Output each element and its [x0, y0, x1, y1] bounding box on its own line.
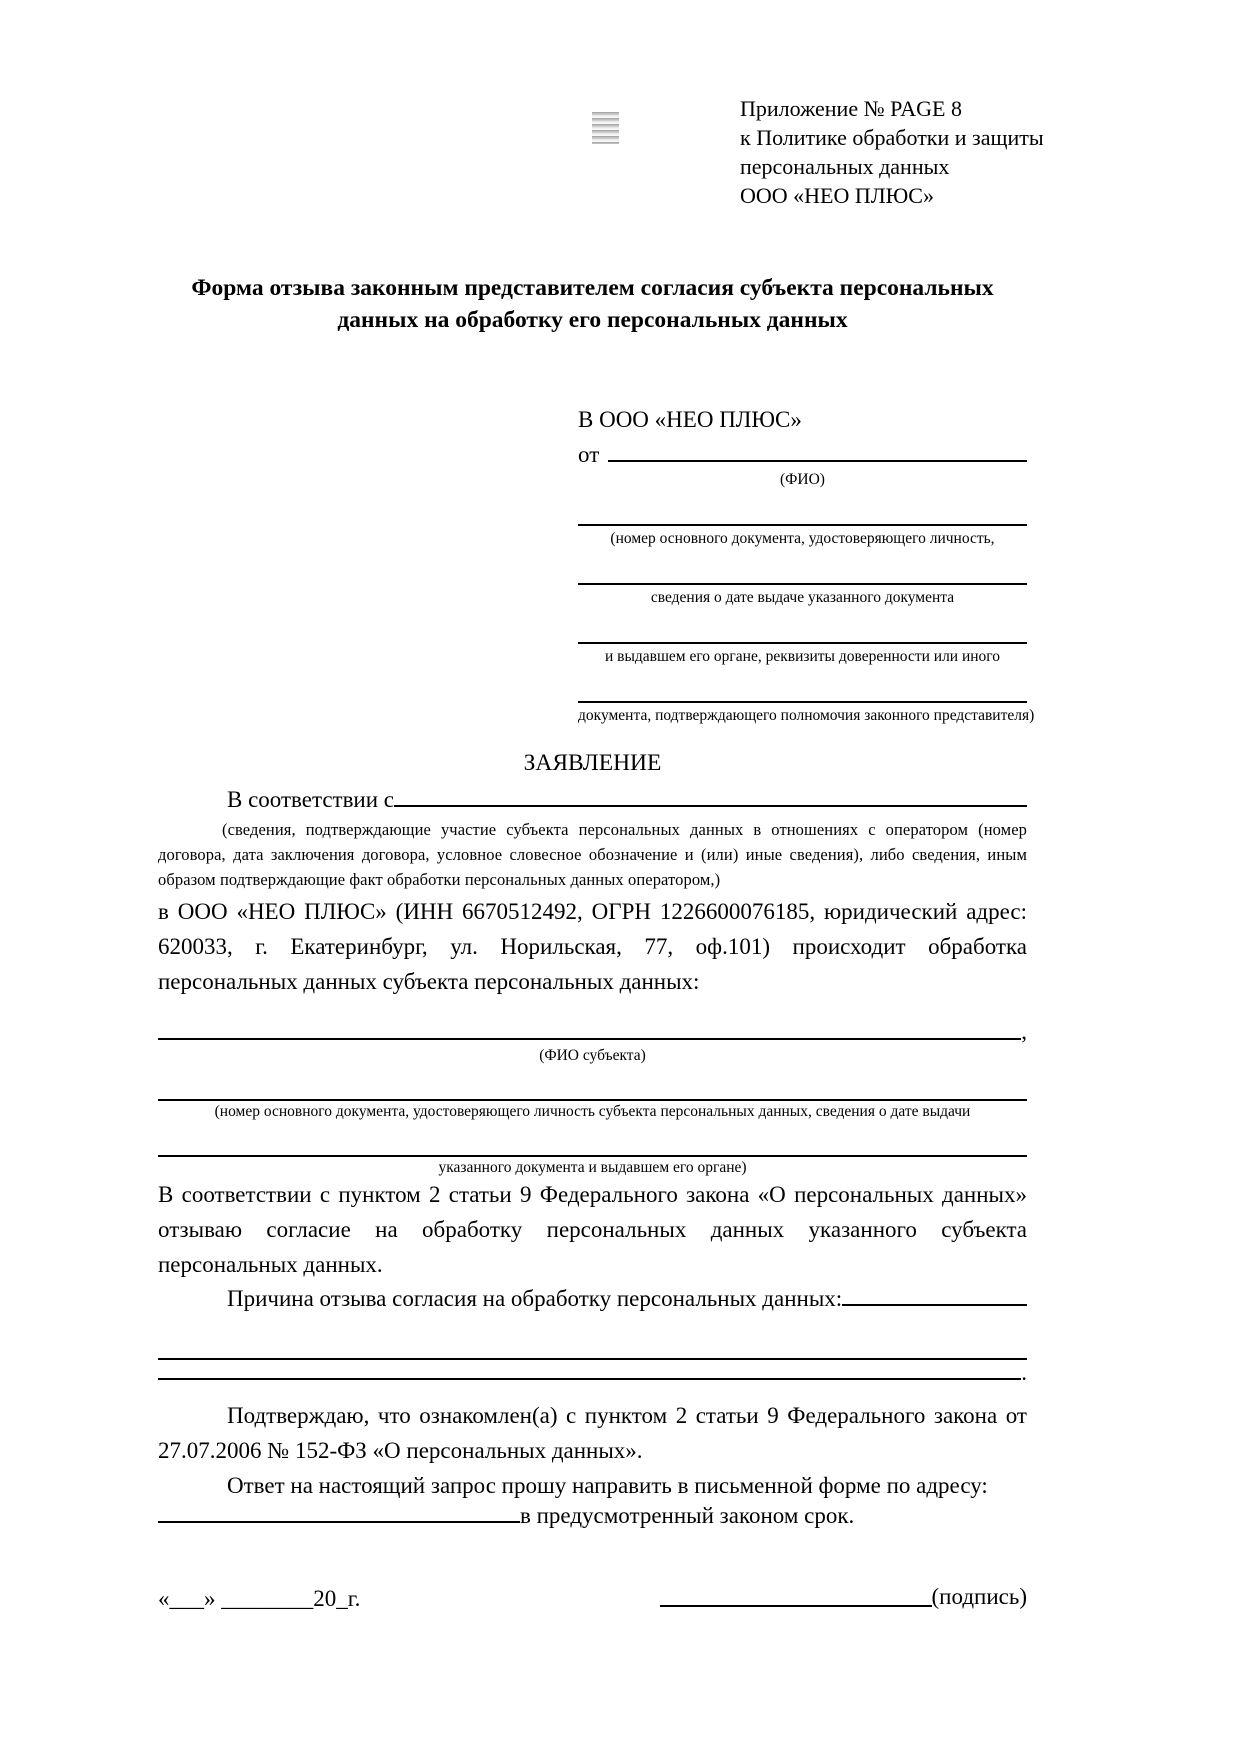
- doc-issuer-field: [578, 618, 1027, 666]
- blank-line-caption: (номер основного документа, удостоверяющего личность,: [610, 530, 995, 547]
- reply-paragraph: Ответ на настоящий запрос прошу направить в письменной форме по адресу:: [227, 1473, 988, 1498]
- subject-doc-blank-line2: [158, 1127, 1027, 1157]
- signature-blank-line: [660, 1605, 932, 1607]
- header-appendix-line: Приложение № PAGE 8: [740, 96, 962, 121]
- address-blank-line: [158, 1521, 520, 1523]
- header-policy-line: к Политике обработки и защиты: [740, 125, 1044, 150]
- addressee-to: В ООО «НЕО ПЛЮС»: [578, 407, 802, 432]
- header-block: [740, 94, 1044, 210]
- subject-doc-blank-line: [158, 1071, 1027, 1101]
- subject-fio-caption: (ФИО субъекта): [539, 1047, 646, 1064]
- reason-prefix: Причина отзыва согласия на обработку персональных данных:: [227, 1286, 843, 1311]
- trailing-period: .: [1021, 1360, 1027, 1385]
- subject-fio-blank-line: [158, 1038, 1021, 1040]
- authority-doc-field: [578, 677, 1035, 725]
- reply-address-row: [158, 1503, 1027, 1529]
- signature-caption: (подпись): [931, 1584, 1027, 1609]
- representative-doc-field: [578, 500, 1027, 548]
- basis-prefix: В соответствии с: [227, 787, 395, 812]
- blank-line: [578, 677, 1027, 703]
- trailing-comma: ,: [1021, 1019, 1027, 1044]
- header-company-name: ООО «НЕО ПЛЮС»: [740, 183, 934, 208]
- subject-doc-caption1: (номер основного документа, удостоверяющего личность субъекта персональных данных, сведения о дате выдачи: [214, 1103, 971, 1120]
- from-label: от: [578, 442, 600, 467]
- subject-fio-field-row: [158, 1019, 1027, 1045]
- blank-line: [578, 559, 1027, 585]
- blank-line-caption: документа, подтверждающего полномочия законного представителя): [578, 707, 1035, 724]
- signature-group: [660, 1581, 1027, 1612]
- reason-blank-line: [842, 1304, 1027, 1306]
- blank-line-caption: и выдавшем его органе, реквизиты доверенности или иного: [604, 648, 1001, 665]
- document-title: Форма отзыва законным представителем согласия субъекта персональных данных на обработку его персональных данных: [191, 275, 994, 333]
- reason-field-row: [158, 1286, 1027, 1312]
- doc-issue-date-field: [578, 559, 1027, 607]
- fio-caption: (ФИО): [780, 471, 825, 488]
- confirm-paragraph: Подтверждаю, что ознакомлен(а) с пунктом 2 статьи 9 Федерального закона от 27.07.2006 № 152-ФЗ «О персональных данных».: [158, 1403, 1027, 1463]
- blank-line: [578, 500, 1027, 526]
- basis-field-row: [158, 787, 1027, 813]
- statement-heading: ЗАЯВЛЕНИЕ: [523, 750, 662, 776]
- withdraw-paragraph: В соответствии с пунктом 2 статьи 9 Федерального закона «О персональных данных» отзываю согласие на обработку персональных данных указанного субъекта персональных данных.: [158, 1182, 1027, 1277]
- blank-line-caption: сведения о дате выдаче указанного документа: [650, 589, 955, 606]
- header-policy-line2: персональных данных: [740, 154, 950, 179]
- blurred-text-artifact: [592, 112, 619, 144]
- operator-paragraph: в ООО «НЕО ПЛЮС» (ИНН 6670512492, ОГРН 1226600076185, юридический адрес: 620033, г. Екатеринбург, ул. Норильская, 77, оф.101) происходит обработка персональных данных субъекта персональных данных:: [158, 899, 1027, 994]
- signature-footer: [158, 1581, 1027, 1612]
- from-field-row: [578, 442, 1027, 468]
- addressee-block: [578, 404, 1035, 725]
- date-line: «___» ________20_г.: [158, 1586, 361, 1611]
- reason-blank-line3: [158, 1378, 1021, 1380]
- from-blank-line: [608, 460, 1027, 462]
- reason-field-end-row: [158, 1360, 1027, 1386]
- blank-line: [578, 618, 1027, 644]
- subject-doc-caption2: указанного документа и выдавшем его органе): [438, 1159, 747, 1176]
- reply-suffix: в предусмотренный законом срок.: [520, 1503, 855, 1528]
- basis-smallprint: (сведения, подтверждающие участие субъекта персональных данных в отношениях с оператором (номер договора, дата заключения договора, условное словесное обозначение и (или) иные сведения), либо сведения, иным образом подтверждающие факт обработки персональных данных оператором,): [158, 820, 1027, 889]
- basis-blank-line: [394, 805, 1027, 807]
- reason-blank-line2: [158, 1330, 1027, 1360]
